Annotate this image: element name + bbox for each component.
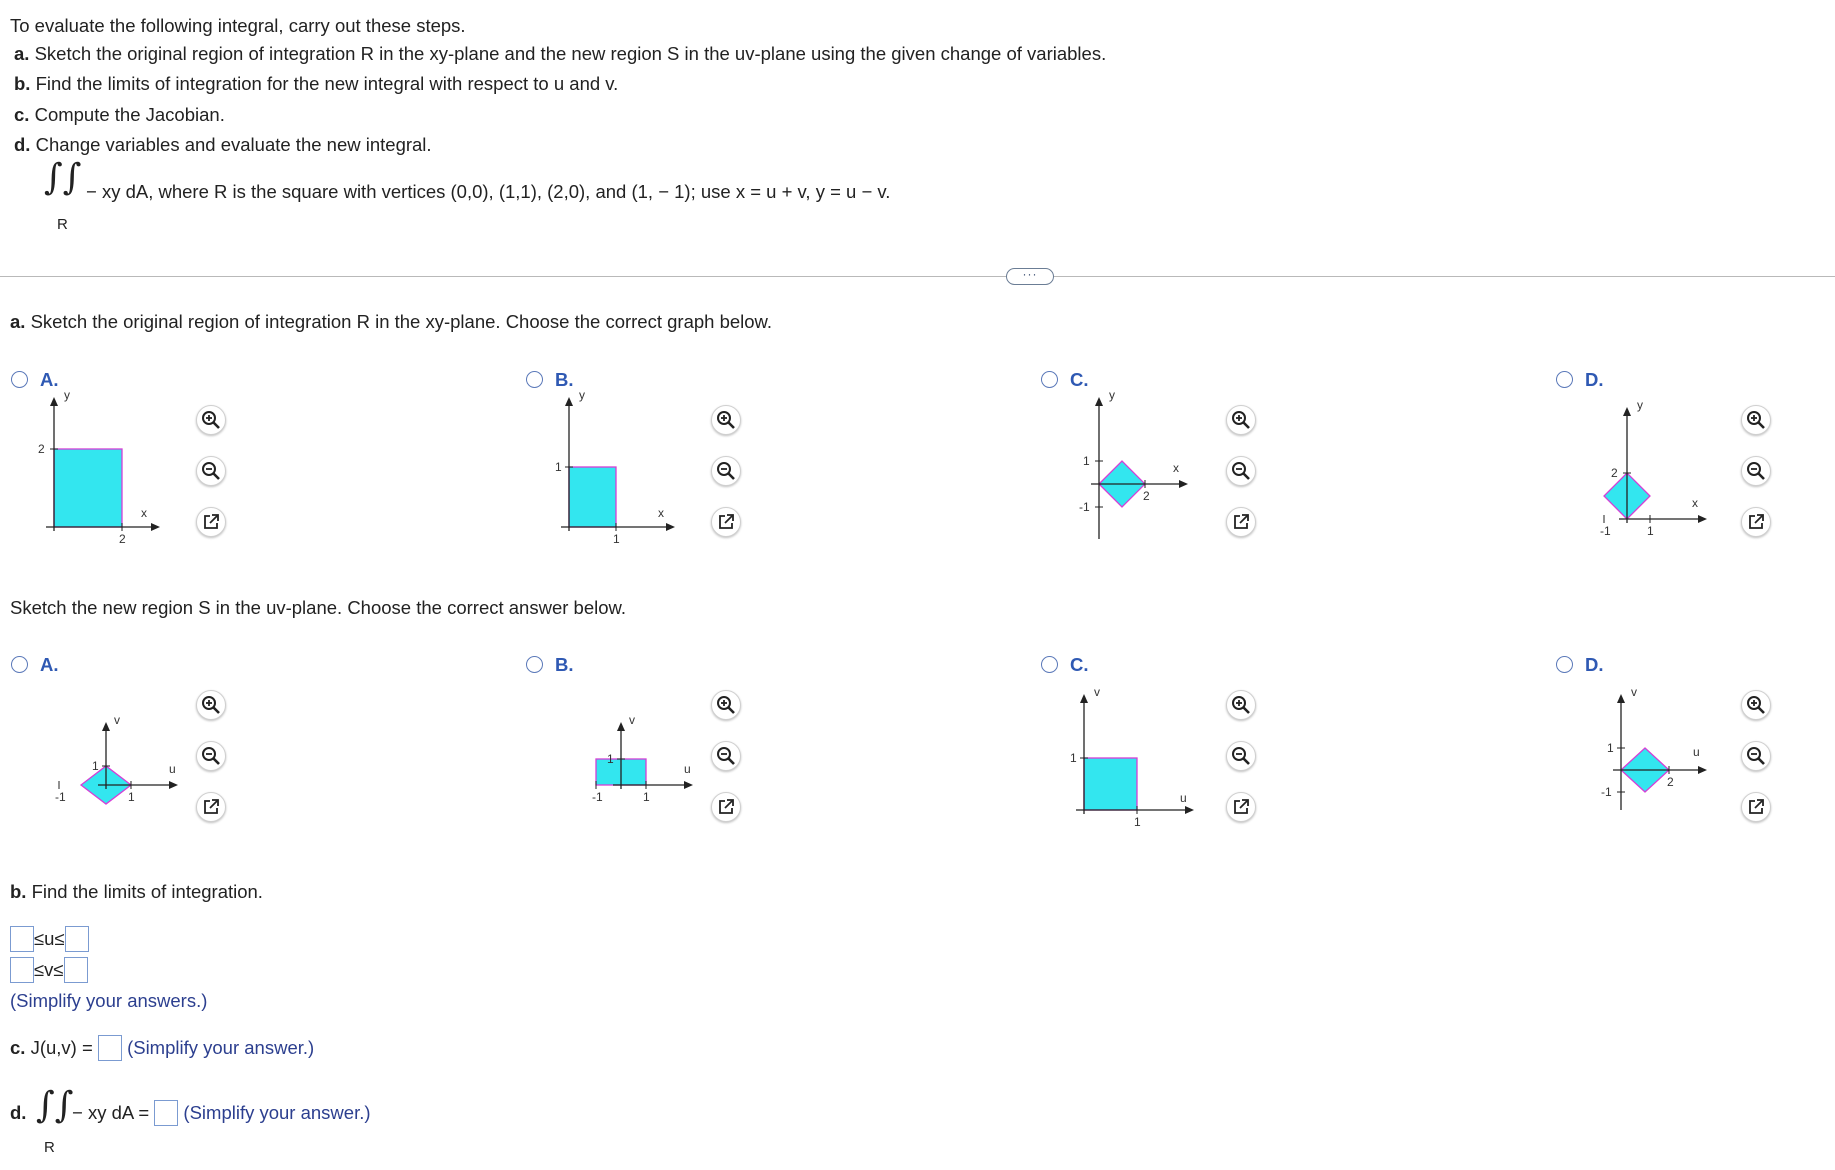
zoom-out-button[interactable] — [1741, 456, 1771, 486]
step-b-label: b. — [14, 73, 31, 94]
xy-vertical-axis-label: y — [1637, 398, 1643, 412]
zoom-out-button[interactable] — [711, 741, 741, 771]
integral-value-input[interactable] — [154, 1100, 178, 1126]
uv-tick-label: 1 — [128, 790, 135, 804]
open-new-window-button[interactable] — [196, 792, 226, 822]
uv-x-arrowhead — [169, 781, 178, 789]
uv-tick-label: 1 — [1070, 751, 1077, 765]
xy-tick-label: 2 — [38, 442, 45, 456]
part-d-region-label: R — [44, 1139, 55, 1156]
step-b — [14, 73, 618, 95]
zoom-out-button[interactable] — [1741, 741, 1771, 771]
uv-vertical-axis-label: v — [629, 713, 635, 727]
xy-graph — [10, 389, 190, 549]
jacobian-input[interactable] — [98, 1035, 122, 1061]
open-new-window-button[interactable] — [196, 507, 226, 537]
open-new-window-button[interactable] — [1226, 507, 1256, 537]
open-new-window-button[interactable] — [711, 507, 741, 537]
xy-y-arrowhead — [1095, 397, 1103, 406]
uv-radio-d[interactable] — [1556, 656, 1573, 673]
xy-x-arrowhead — [1179, 480, 1188, 488]
xy-horizontal-axis-label: x — [141, 506, 147, 520]
xy-horizontal-axis-label: x — [1173, 461, 1179, 475]
integral-region-label: R — [57, 216, 68, 233]
xy-option-letter: D. — [1585, 369, 1604, 390]
uv-graph — [10, 674, 190, 834]
xy-y-arrowhead — [50, 397, 58, 406]
intro-text: To evaluate the following integral, carry out these steps. — [10, 15, 466, 36]
uv-x-arrowhead — [1185, 806, 1194, 814]
integral-statement: − xy dA, where R is the square with vertices (0,0), (1,1), (2,0), and (1, − 1); use x = u + v, y = u − v. — [86, 181, 891, 202]
u-lower-input[interactable] — [10, 926, 34, 952]
uv-tick-label: 1 — [607, 752, 614, 766]
part-b-label: b. — [10, 881, 27, 902]
open-new-window-button[interactable] — [1741, 792, 1771, 822]
part-a-prompt — [10, 311, 772, 333]
zoom-in-button[interactable] — [1741, 405, 1771, 435]
uv-tick-label: -1 — [55, 790, 66, 804]
uv-radio-b[interactable] — [526, 656, 543, 673]
open-new-window-button[interactable] — [711, 792, 741, 822]
xy-radio-c[interactable] — [1041, 371, 1058, 388]
uv-y-arrowhead — [617, 722, 625, 731]
xy-horizontal-axis-label: x — [1692, 496, 1698, 510]
xy-tick-label: 2 — [1143, 489, 1150, 503]
uv-option-letter: A. — [40, 654, 59, 675]
zoom-in-button[interactable] — [196, 690, 226, 720]
v-lower-input[interactable] — [10, 957, 34, 983]
zoom-out-button[interactable] — [711, 456, 741, 486]
xy-radio-d[interactable] — [1556, 371, 1573, 388]
uv-tick-label: -1 — [1601, 785, 1612, 799]
uv-graph — [1040, 674, 1220, 834]
uv-tick-label: 1 — [92, 759, 99, 773]
open-new-window-button[interactable] — [1741, 507, 1771, 537]
uv-x-arrowhead — [684, 781, 693, 789]
xy-x-arrowhead — [1698, 515, 1707, 523]
xy-tick-label: 2 — [119, 532, 126, 546]
u-upper-input[interactable] — [65, 926, 89, 952]
double-integral-symbol: ∫∫ — [44, 157, 82, 198]
xy-x-arrowhead — [151, 523, 160, 531]
zoom-out-button[interactable] — [196, 741, 226, 771]
part-a-prompt-text: Sketch the original region of integration R in the xy-plane. Choose the correct graph below. — [30, 311, 773, 332]
xy-graph — [525, 389, 705, 549]
zoom-in-button[interactable] — [196, 405, 226, 435]
xy-tick-label: -1 — [1079, 500, 1090, 514]
step-a-label: a. — [14, 43, 30, 64]
xy-tick-label: 1 — [1083, 454, 1090, 468]
xy-radio-b[interactable] — [526, 371, 543, 388]
xy-vertical-axis-label: y — [579, 388, 585, 402]
uv-y-arrowhead — [1617, 694, 1625, 703]
xy-x-arrowhead — [666, 523, 675, 531]
zoom-in-button[interactable] — [711, 690, 741, 720]
step-c-label: c. — [14, 104, 30, 125]
uv-y-arrowhead — [102, 722, 110, 731]
step-a-text: Sketch the original region of integration R in the xy-plane and the new region S in the uv-plane using the given change of variables. — [34, 43, 1107, 64]
part-c-label: c. — [10, 1037, 26, 1058]
uv-horizontal-axis-label: u — [1180, 791, 1187, 805]
uv-tick-label: -1 — [592, 790, 603, 804]
step-b-text: Find the limits of integration for the new integral with respect to u and v. — [35, 73, 619, 94]
part-d-expression: − xy dA = — [72, 1102, 150, 1123]
uv-option-letter: B. — [555, 654, 574, 675]
zoom-in-button[interactable] — [1741, 690, 1771, 720]
uv-option-letter: D. — [1585, 654, 1604, 675]
part-b-text: Find the limits of integration. — [31, 881, 263, 902]
uv-horizontal-axis-label: u — [684, 762, 691, 776]
uv-option-letter: C. — [1070, 654, 1089, 675]
xy-tick-label: -1 — [1600, 524, 1611, 538]
xy-tick-label: 1 — [555, 460, 562, 474]
xy-graph — [1555, 389, 1735, 549]
xy-tick-label: 1 — [613, 532, 620, 546]
more-button[interactable]: ··· — [1006, 268, 1054, 285]
uv-tick-label: 1 — [1134, 815, 1141, 829]
uv-graph — [525, 674, 705, 834]
xy-tick-label: 2 — [1611, 466, 1618, 480]
section-divider — [0, 276, 1835, 277]
uv-horizontal-axis-label: u — [1693, 745, 1700, 759]
xy-option-letter: B. — [555, 369, 574, 390]
part-c-row — [10, 1035, 314, 1063]
uv-x-arrowhead — [1698, 766, 1707, 774]
zoom-in-button[interactable] — [711, 405, 741, 435]
part-d-row — [72, 1100, 371, 1128]
xy-radio-a[interactable] — [11, 371, 28, 388]
uv-region-2 — [1084, 758, 1137, 810]
part-a-uv-prompt: Sketch the new region S in the uv-plane. Choose the correct answer below. — [10, 597, 626, 618]
part-b-prompt — [10, 881, 263, 903]
xy-vertical-axis-label: y — [64, 388, 70, 402]
zoom-out-button[interactable] — [1226, 456, 1256, 486]
uv-radio-c[interactable] — [1041, 656, 1058, 673]
step-c — [14, 104, 225, 126]
v-limits-row — [10, 957, 88, 985]
v-inequality: ≤v≤ — [34, 959, 64, 980]
part-a-label: a. — [10, 311, 26, 332]
uv-graph — [1555, 674, 1735, 834]
xy-option-letter: A. — [40, 369, 59, 390]
xy-y-arrowhead — [1623, 407, 1631, 416]
part-b-hint: (Simplify your answers.) — [10, 990, 208, 1011]
uv-horizontal-axis-label: u — [169, 762, 176, 776]
uv-vertical-axis-label: v — [1631, 685, 1637, 699]
uv-tick-label: 2 — [1667, 775, 1674, 789]
xy-option-letter: C. — [1070, 369, 1089, 390]
xy-y-arrowhead — [565, 397, 573, 406]
u-limits-row — [10, 926, 89, 954]
step-a — [14, 43, 1106, 65]
xy-tick-label: 1 — [1647, 524, 1654, 538]
part-d-hint: (Simplify your answer.) — [183, 1102, 371, 1123]
u-inequality: ≤u≤ — [34, 928, 65, 949]
xy-vertical-axis-label: y — [1109, 388, 1115, 402]
step-d-label: d. — [14, 134, 31, 155]
uv-tick-label: 1 — [1607, 741, 1614, 755]
part-c-hint: (Simplify your answer.) — [127, 1037, 315, 1058]
uv-tick-label: 1 — [643, 790, 650, 804]
uv-vertical-axis-label: v — [114, 713, 120, 727]
v-upper-input[interactable] — [64, 957, 88, 983]
step-d — [14, 134, 432, 156]
part-d-integral-symbol: ∫∫ — [36, 1085, 74, 1126]
zoom-out-button[interactable] — [196, 456, 226, 486]
xy-region-0 — [54, 449, 122, 527]
step-c-text: Compute the Jacobian. — [34, 104, 225, 125]
part-d-label: d. — [10, 1102, 27, 1123]
step-d-text: Change variables and evaluate the new integral. — [35, 134, 432, 155]
xy-horizontal-axis-label: x — [658, 506, 664, 520]
uv-y-arrowhead — [1080, 694, 1088, 703]
uv-vertical-axis-label: v — [1094, 685, 1100, 699]
jacobian-label: J(u,v) = — [30, 1037, 93, 1058]
uv-radio-a[interactable] — [11, 656, 28, 673]
xy-graph — [1040, 389, 1220, 549]
zoom-out-button[interactable] — [1226, 741, 1256, 771]
zoom-in-button[interactable] — [1226, 690, 1256, 720]
zoom-in-button[interactable] — [1226, 405, 1256, 435]
xy-region-1 — [569, 467, 616, 527]
open-new-window-button[interactable] — [1226, 792, 1256, 822]
